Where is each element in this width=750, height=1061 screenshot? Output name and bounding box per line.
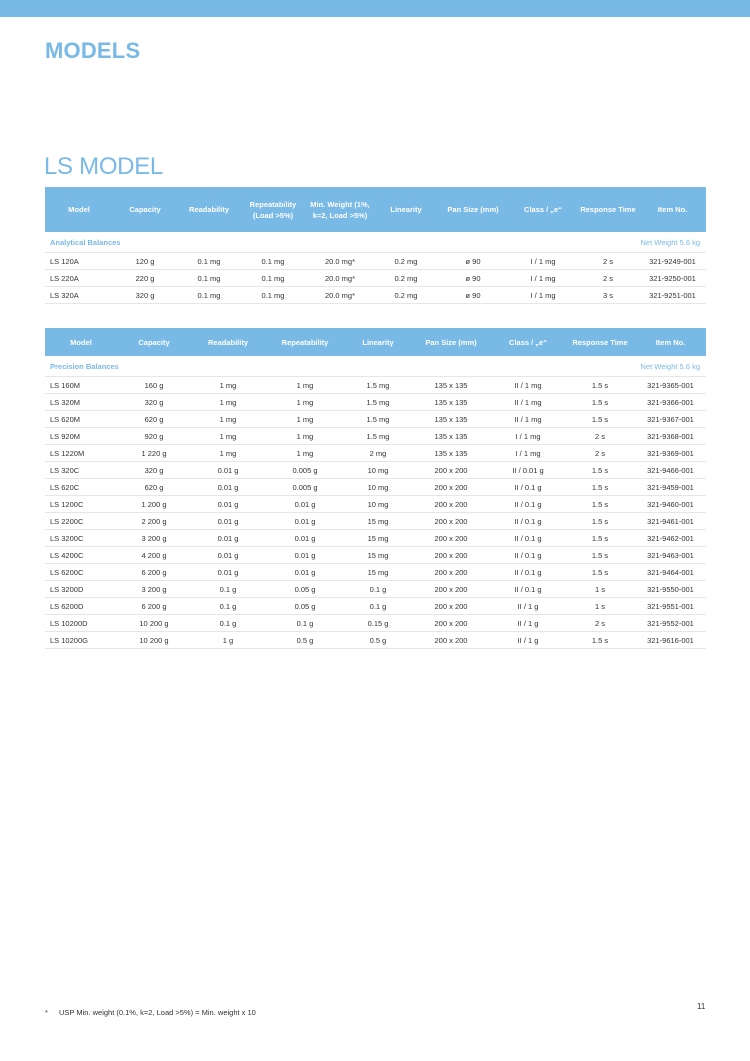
- table-cell: LS 320A: [45, 287, 113, 304]
- table-row: [45, 632, 706, 649]
- table-cell: 0.1 g: [191, 598, 265, 615]
- table-cell: 1.5 s: [565, 632, 635, 649]
- table-cell: 321-9459-001: [635, 479, 706, 496]
- table-cell: 321-9552-001: [635, 615, 706, 632]
- table-cell: 321-9366-001: [635, 394, 706, 411]
- table-cell: 321-9466-001: [635, 462, 706, 479]
- table-cell: 1.5 s: [565, 462, 635, 479]
- table-row: [45, 598, 706, 615]
- net-weight: Net Weight 5.6 kg: [640, 361, 700, 371]
- table-cell: 321-9250-001: [639, 270, 706, 287]
- table-cell: 1.5 s: [565, 547, 635, 564]
- table-row: [45, 479, 706, 496]
- table-cell: 15 mg: [345, 530, 411, 547]
- table-cell: 321-9463-001: [635, 547, 706, 564]
- table-cell: 1 mg: [265, 377, 345, 394]
- table-cell: I / 1 mg: [491, 428, 565, 445]
- table-cell: II / 0.1 g: [491, 564, 565, 581]
- table-cell: 321-9462-001: [635, 530, 706, 547]
- table-cell: 1.5 mg: [345, 411, 411, 428]
- group-label: Precision Balances: [50, 361, 119, 371]
- footnote-marker: *: [45, 1008, 48, 1017]
- table-cell: 0.01 g: [191, 547, 265, 564]
- column-header: Item No.: [635, 328, 706, 356]
- table-cell: 1 mg: [191, 394, 265, 411]
- table-row: [45, 462, 706, 479]
- table-row: [45, 496, 706, 513]
- table-cell: 1 mg: [265, 445, 345, 462]
- table-cell: LS 4200C: [45, 547, 117, 564]
- table-cell: 15 mg: [345, 513, 411, 530]
- table-cell: 200 x 200: [411, 547, 491, 564]
- table-cell: 2 200 g: [117, 513, 191, 530]
- table-cell: II / 0.1 g: [491, 581, 565, 598]
- table-cell: LS 10200G: [45, 632, 117, 649]
- column-header: Capacity: [113, 187, 177, 232]
- table-cell: 320 g: [113, 287, 177, 304]
- table-cell: 620 g: [117, 479, 191, 496]
- table-cell: 321-9550-001: [635, 581, 706, 598]
- column-header: Repeatability (Load >5%): [241, 187, 305, 232]
- table-cell: II / 1 g: [491, 632, 565, 649]
- table-cell: 10 200 g: [117, 632, 191, 649]
- table-cell: 20.0 mg*: [305, 253, 375, 270]
- group-row: [45, 356, 706, 377]
- table-row: [45, 581, 706, 598]
- table-row: [45, 615, 706, 632]
- table-cell: I / 1 mg: [509, 270, 577, 287]
- table-cell: 1 mg: [265, 394, 345, 411]
- table-cell: 1.5 mg: [345, 394, 411, 411]
- table-cell: LS 3200D: [45, 581, 117, 598]
- column-header: Pan Size (mm): [411, 328, 491, 356]
- table-cell: II / 0.1 g: [491, 547, 565, 564]
- table-cell: 1 mg: [191, 428, 265, 445]
- table-cell: II / 0.1 g: [491, 513, 565, 530]
- table-cell: 0.01 g: [265, 513, 345, 530]
- table-header-row: [45, 328, 706, 356]
- table-cell: LS 120A: [45, 253, 113, 270]
- column-header: Readability: [177, 187, 241, 232]
- table-cell: 1.5 s: [565, 530, 635, 547]
- table-cell: 0.01 g: [265, 547, 345, 564]
- table-cell: 620 g: [117, 411, 191, 428]
- table-cell: 200 x 200: [411, 632, 491, 649]
- table-cell: LS 6200D: [45, 598, 117, 615]
- table-cell: 0.05 g: [265, 598, 345, 615]
- table-cell: 1.5 s: [565, 377, 635, 394]
- column-header: Class / „e“: [509, 187, 577, 232]
- footnote-text: USP Min. weight (0.1%, k=2, Load >5%) = Min. weight x 10: [59, 1008, 256, 1017]
- table-cell: LS 6200C: [45, 564, 117, 581]
- table-cell: 321-9251-001: [639, 287, 706, 304]
- table-row: [45, 270, 706, 287]
- table-row: [45, 445, 706, 462]
- table-row: [45, 394, 706, 411]
- net-weight: Net Weight 5.6 kg: [640, 237, 700, 247]
- table-cell: 321-9616-001: [635, 632, 706, 649]
- table-cell: 2 s: [565, 615, 635, 632]
- table-cell: 2 s: [577, 270, 639, 287]
- table-cell: LS 320C: [45, 462, 117, 479]
- table-cell: 0.5 g: [265, 632, 345, 649]
- table-cell: II / 0.1 g: [491, 496, 565, 513]
- table-cell: 0.01 g: [191, 564, 265, 581]
- column-header: Response Time: [565, 328, 635, 356]
- table-cell: 1.5 mg: [345, 377, 411, 394]
- table-cell: 200 x 200: [411, 496, 491, 513]
- column-header: Pan Size (mm): [437, 187, 509, 232]
- table-cell: I / 1 mg: [509, 287, 577, 304]
- column-header: Class / „e“: [491, 328, 565, 356]
- table-cell: 1.5 s: [565, 411, 635, 428]
- table-cell: ø 90: [437, 253, 509, 270]
- table-cell: 10 mg: [345, 496, 411, 513]
- table-cell: 1 mg: [265, 428, 345, 445]
- table-cell: 2 s: [565, 445, 635, 462]
- table-cell: 1.5 s: [565, 394, 635, 411]
- table-row: [45, 253, 706, 270]
- table-cell: LS 1220M: [45, 445, 117, 462]
- table-cell: LS 160M: [45, 377, 117, 394]
- table-cell: 0.01 g: [265, 496, 345, 513]
- table-cell: 320 g: [117, 394, 191, 411]
- group-row: [45, 232, 706, 253]
- table-cell: 321-9460-001: [635, 496, 706, 513]
- table-cell: 0.1 g: [345, 581, 411, 598]
- table-cell: 0.1 mg: [241, 253, 305, 270]
- table-cell: 4 200 g: [117, 547, 191, 564]
- table-cell: 200 x 200: [411, 615, 491, 632]
- table-cell: I / 1 mg: [509, 253, 577, 270]
- table-cell: 920 g: [117, 428, 191, 445]
- table-cell: 0.1 g: [191, 581, 265, 598]
- table-cell: 1.5 s: [565, 479, 635, 496]
- table-cell: 0.2 mg: [375, 287, 437, 304]
- table-row: [45, 428, 706, 445]
- table-cell: 10 200 g: [117, 615, 191, 632]
- table-cell: 321-9249-001: [639, 253, 706, 270]
- table-cell: LS 320M: [45, 394, 117, 411]
- table-cell: 0.1 mg: [241, 270, 305, 287]
- table-cell: 3 200 g: [117, 581, 191, 598]
- table-cell: II / 1 mg: [491, 394, 565, 411]
- column-header: Response Time: [577, 187, 639, 232]
- table-cell: 1 220 g: [117, 445, 191, 462]
- table-cell: 200 x 200: [411, 479, 491, 496]
- table-cell: 1 mg: [191, 445, 265, 462]
- table-cell: 135 x 135: [411, 377, 491, 394]
- table-cell: LS 920M: [45, 428, 117, 445]
- table-cell: 0.5 g: [345, 632, 411, 649]
- footnote: [45, 1008, 256, 1017]
- table-cell: 0.01 g: [265, 530, 345, 547]
- table-cell: 15 mg: [345, 564, 411, 581]
- table-cell: 200 x 200: [411, 598, 491, 615]
- column-header: Capacity: [117, 328, 191, 356]
- table-cell: LS 620C: [45, 479, 117, 496]
- table-cell: II / 0.1 g: [491, 530, 565, 547]
- column-header: Model: [45, 328, 117, 356]
- table-cell: 3 200 g: [117, 530, 191, 547]
- table-cell: 1 mg: [265, 411, 345, 428]
- analytical-balances-table: [45, 187, 706, 304]
- table-cell: 10 mg: [345, 462, 411, 479]
- table-cell: II / 0.01 g: [491, 462, 565, 479]
- table-cell: 200 x 200: [411, 513, 491, 530]
- precision-balances-table: [45, 328, 706, 649]
- table-cell: LS 3200C: [45, 530, 117, 547]
- table-cell: 1 mg: [191, 377, 265, 394]
- table-row: [45, 547, 706, 564]
- table-row: [45, 287, 706, 304]
- table-row: [45, 513, 706, 530]
- table-row: [45, 411, 706, 428]
- table-cell: 6 200 g: [117, 598, 191, 615]
- table-cell: 135 x 135: [411, 428, 491, 445]
- table-cell: 1.5 s: [565, 513, 635, 530]
- table-cell: 15 mg: [345, 547, 411, 564]
- table-cell: I / 1 mg: [491, 445, 565, 462]
- table-cell: 120 g: [113, 253, 177, 270]
- table-cell: 0.01 g: [191, 530, 265, 547]
- column-header: Linearity: [345, 328, 411, 356]
- table-cell: 0.05 g: [265, 581, 345, 598]
- table-cell: 0.01 g: [265, 564, 345, 581]
- table-cell: 0.1 g: [345, 598, 411, 615]
- column-header: Linearity: [375, 187, 437, 232]
- top-accent-bar: [0, 0, 750, 17]
- table-cell: 200 x 200: [411, 462, 491, 479]
- table-cell: 10 mg: [345, 479, 411, 496]
- table-cell: ø 90: [437, 270, 509, 287]
- table-cell: LS 620M: [45, 411, 117, 428]
- column-header: Model: [45, 187, 113, 232]
- table-cell: 0.01 g: [191, 462, 265, 479]
- table-cell: 0.1 mg: [177, 287, 241, 304]
- group-label: Analytical Balances: [50, 237, 121, 247]
- table-cell: 0.01 g: [191, 513, 265, 530]
- table-cell: 321-9551-001: [635, 598, 706, 615]
- table-cell: ø 90: [437, 287, 509, 304]
- table-cell: 1 200 g: [117, 496, 191, 513]
- table-cell: 0.005 g: [265, 479, 345, 496]
- table-cell: LS 2200C: [45, 513, 117, 530]
- table-cell: 1.5 s: [565, 564, 635, 581]
- table-cell: II / 1 mg: [491, 411, 565, 428]
- table-cell: 6 200 g: [117, 564, 191, 581]
- section-title: LS MODEL: [44, 153, 163, 180]
- table-cell: 1 s: [565, 598, 635, 615]
- table-cell: 0.1 mg: [177, 253, 241, 270]
- table-cell: 200 x 200: [411, 530, 491, 547]
- table-cell: 135 x 135: [411, 445, 491, 462]
- table-cell: II / 1 g: [491, 615, 565, 632]
- table-cell: 1 s: [565, 581, 635, 598]
- table-row: [45, 530, 706, 547]
- page-title: MODELS: [45, 38, 141, 63]
- table-cell: 1 g: [191, 632, 265, 649]
- table-cell: 321-9461-001: [635, 513, 706, 530]
- column-header: Item No.: [639, 187, 706, 232]
- table-cell: 0.01 g: [191, 496, 265, 513]
- table-cell: 2 s: [565, 428, 635, 445]
- table-cell: 2 s: [577, 253, 639, 270]
- table-cell: 1 mg: [191, 411, 265, 428]
- table-cell: II / 0.1 g: [491, 479, 565, 496]
- table-cell: 160 g: [117, 377, 191, 394]
- table-cell: 321-9369-001: [635, 445, 706, 462]
- column-header: Readability: [191, 328, 265, 356]
- table-row: [45, 377, 706, 394]
- table-cell: 0.15 g: [345, 615, 411, 632]
- table-cell: LS 220A: [45, 270, 113, 287]
- table-cell: 20.0 mg*: [305, 287, 375, 304]
- table-cell: 200 x 200: [411, 564, 491, 581]
- table-cell: 1.5 s: [565, 496, 635, 513]
- table-cell: 0.1 g: [191, 615, 265, 632]
- table-cell: II / 1 mg: [491, 377, 565, 394]
- table-cell: 20.0 mg*: [305, 270, 375, 287]
- table-cell: 135 x 135: [411, 394, 491, 411]
- table-header-row: [45, 187, 706, 232]
- table-cell: 220 g: [113, 270, 177, 287]
- table-cell: 0.2 mg: [375, 270, 437, 287]
- page-number: 11: [697, 1002, 706, 1011]
- table-cell: 1.5 mg: [345, 428, 411, 445]
- table-cell: 3 s: [577, 287, 639, 304]
- table-cell: 321-9464-001: [635, 564, 706, 581]
- table-cell: 0.1 g: [265, 615, 345, 632]
- table-row: [45, 564, 706, 581]
- table-cell: 200 x 200: [411, 581, 491, 598]
- table-cell: 0.1 mg: [241, 287, 305, 304]
- table-cell: 321-9365-001: [635, 377, 706, 394]
- table-cell: LS 1200C: [45, 496, 117, 513]
- table-cell: 135 x 135: [411, 411, 491, 428]
- column-header: Repeatability: [265, 328, 345, 356]
- column-header: Min. Weight (1%, k=2, Load >5%): [305, 187, 375, 232]
- table-cell: LS 10200D: [45, 615, 117, 632]
- table-cell: 321-9368-001: [635, 428, 706, 445]
- table-cell: 0.005 g: [265, 462, 345, 479]
- table-cell: II / 1 g: [491, 598, 565, 615]
- table-cell: 320 g: [117, 462, 191, 479]
- table-cell: 0.2 mg: [375, 253, 437, 270]
- table-cell: 0.1 mg: [177, 270, 241, 287]
- table-cell: 321-9367-001: [635, 411, 706, 428]
- table-cell: 2 mg: [345, 445, 411, 462]
- table-cell: 0.01 g: [191, 479, 265, 496]
